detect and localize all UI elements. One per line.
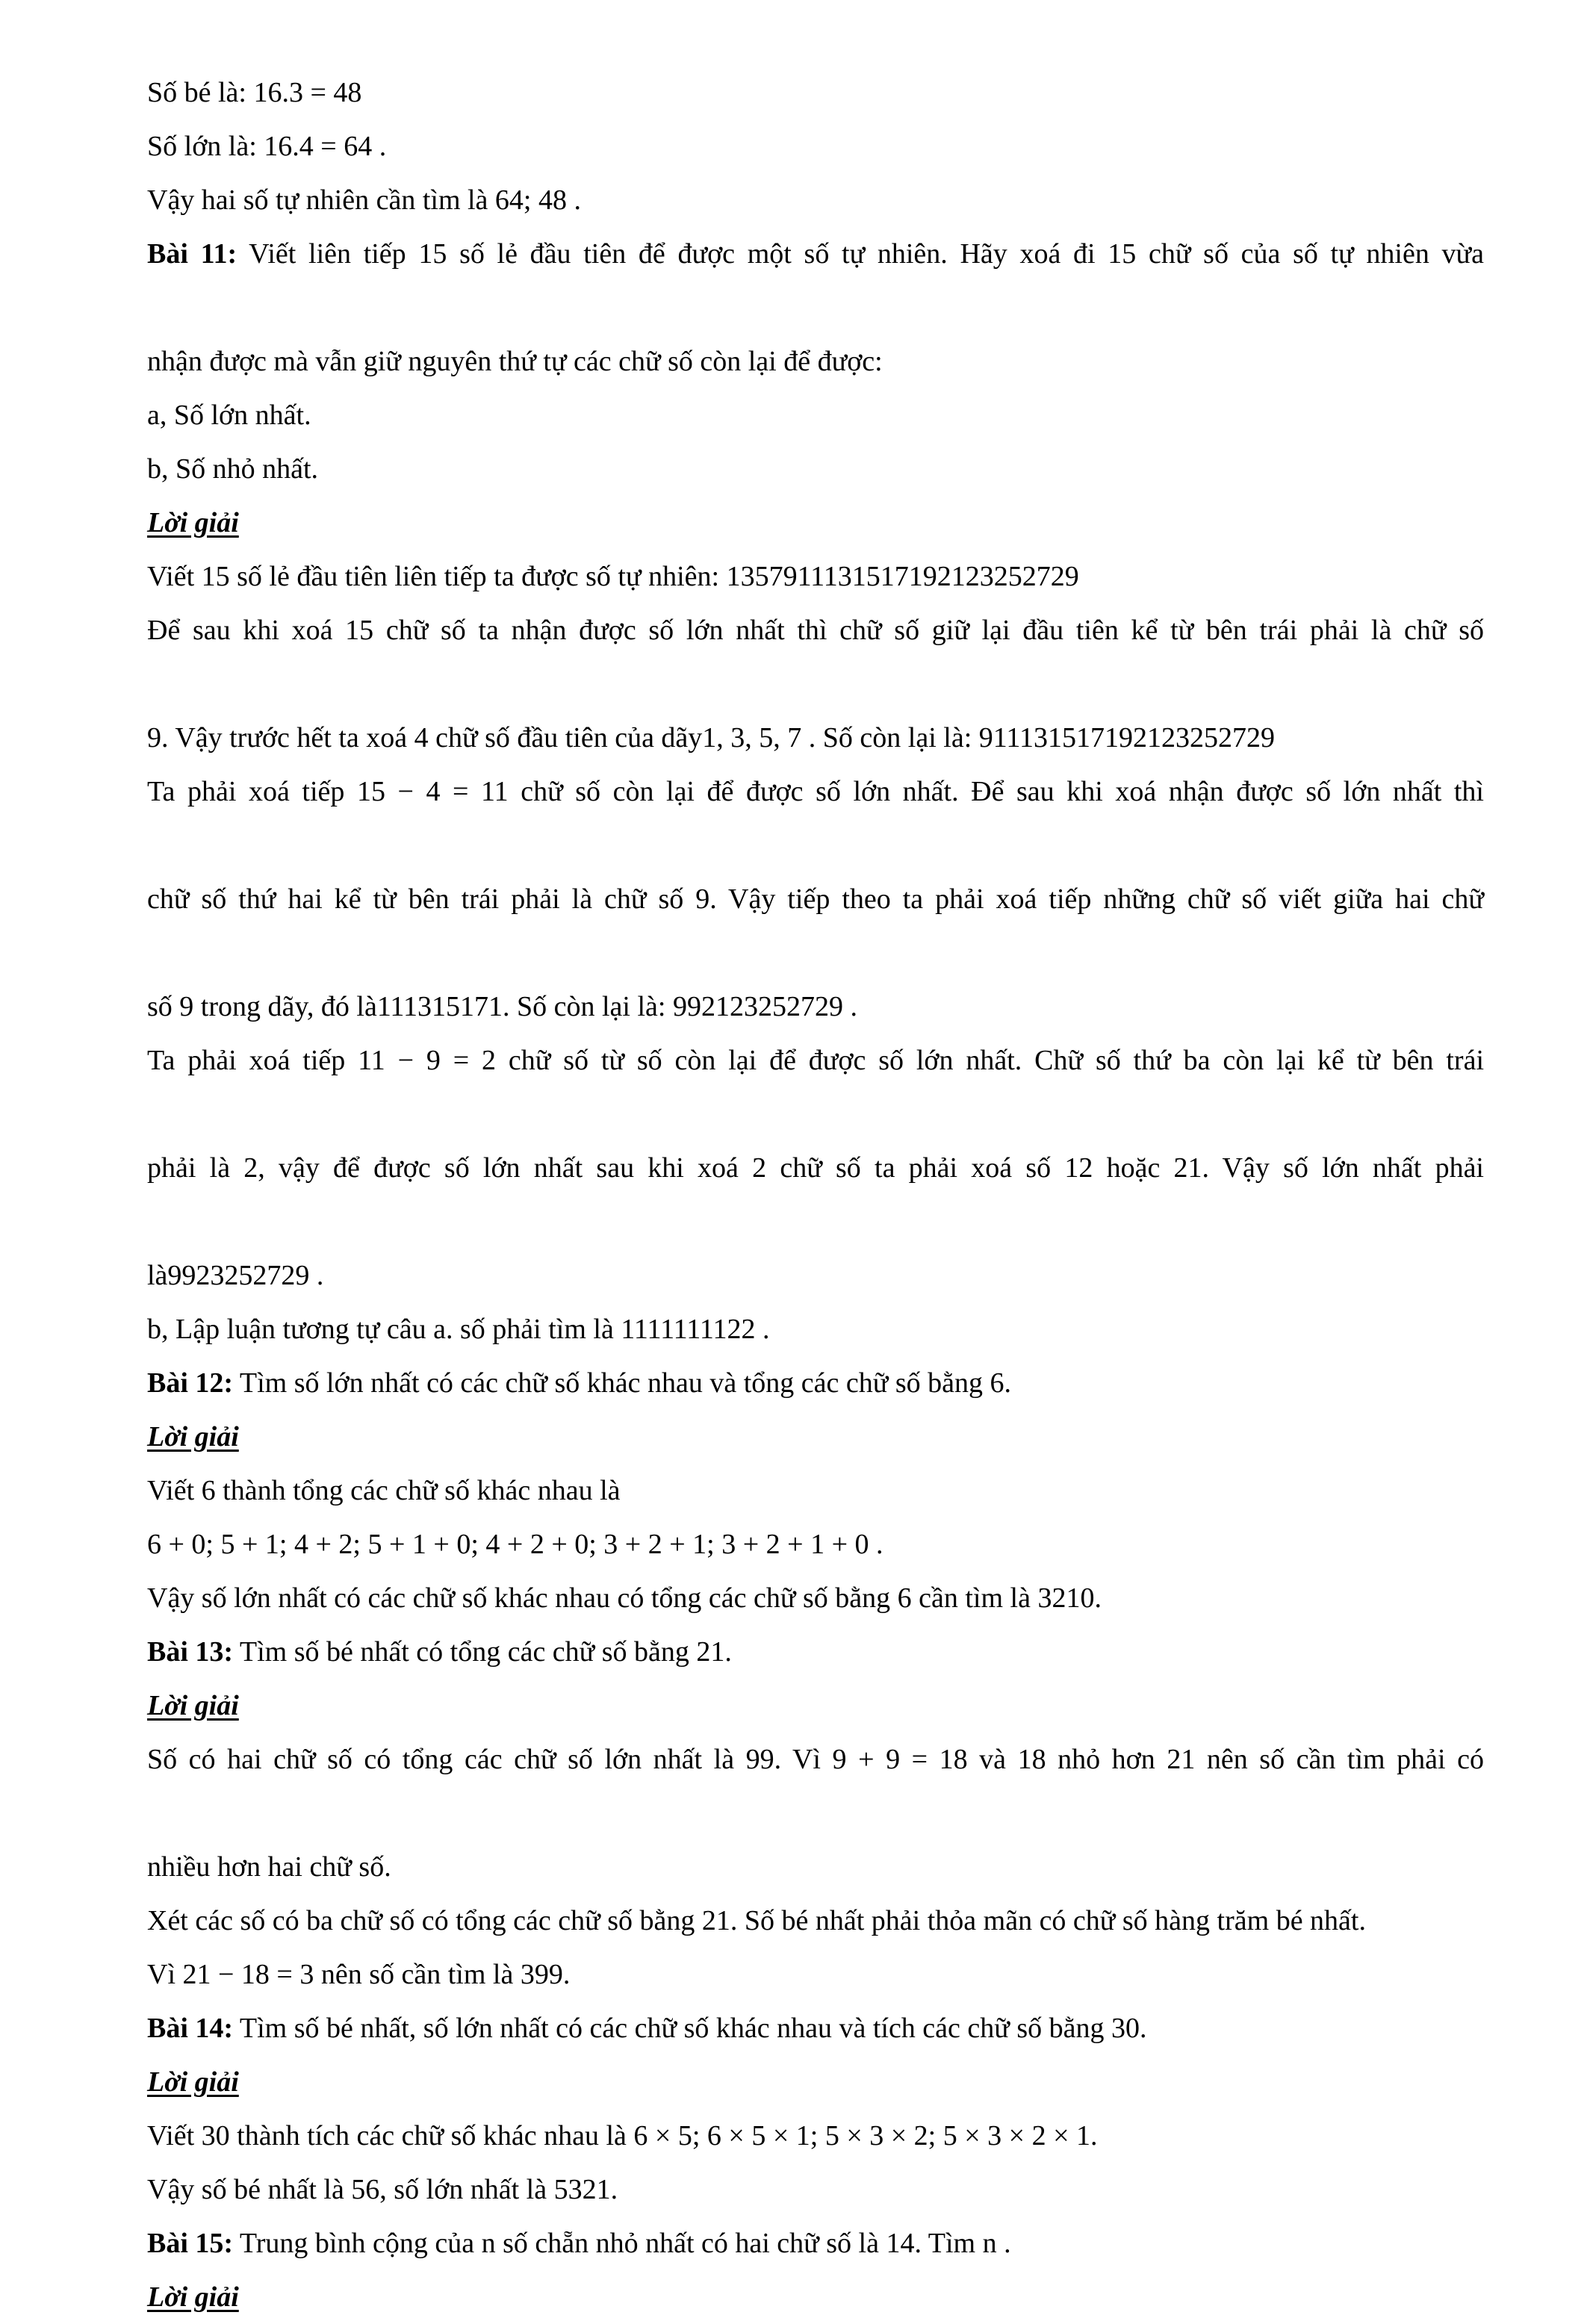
problem-12-statement [147, 1356, 1484, 1410]
solution-line: là9923252729 . [147, 1260, 324, 1291]
solution-line: chữ số thứ hai kể từ bên trái phải là chữ số 9. Vậy tiếp theo ta phải xoá tiếp những chữ số viết giữa hai chữ [147, 883, 1484, 915]
solution-heading: Lời giải [147, 2281, 239, 2313]
text-line: Số lớn là: 16.4 = 64 . [147, 131, 387, 162]
solution-line: Xét các số có ba chữ số có tổng các chữ số bằng 21. Số bé nhất phải thỏa mãn có chữ số hàng trăm bé nhất. [147, 1905, 1366, 1936]
problem-text: Tìm số bé nhất có tổng các chữ số bằng 21. [233, 1636, 732, 1668]
solution-line: b, Lập luận tương tự câu a. số phải tìm là 1111111122 . [147, 1314, 770, 1345]
problem-13-statement [147, 1625, 1484, 1679]
solution-line: Ta phải xoá tiếp 15 − 4 = 11 chữ số còn lại để được số lớn nhất. Để sau khi xoá nhận được số lớn nhất thì [147, 776, 1484, 807]
option-b: b, Số nhỏ nhất. [147, 453, 319, 485]
solution-line: Vậy số lớn nhất có các chữ số khác nhau có tổng các chữ số bằng 6 cần tìm là 3210. [147, 1582, 1102, 1614]
problem-text: Tìm số lớn nhất có các chữ số khác nhau và tổng các chữ số bằng 6. [233, 1367, 1012, 1399]
solution-line: phải là 2, vậy để được số lớn nhất sau khi xoá 2 chữ số ta phải xoá số 12 hoặc 21. Vậy số lớn nhất phải [147, 1152, 1484, 1184]
document-page [147, 66, 1484, 2324]
solution-line: nhiều hơn hai chữ số. [147, 1851, 391, 1883]
problem-15-statement [147, 2216, 1484, 2270]
solution-line: số 9 trong dãy, đó là111315171. Số còn lại là: 992123252729 . [147, 991, 857, 1022]
problem-label: Bài 12: [147, 1367, 234, 1399]
solution-line: 6 + 0; 5 + 1; 4 + 2; 5 + 1 + 0; 4 + 2 + 0; 3 + 2 + 1; 3 + 2 + 1 + 0 . [147, 1529, 883, 1560]
solution-line: 9. Vậy trước hết ta xoá 4 chữ số đầu tiên của dãy1, 3, 5, 7 . Số còn lại là: 911131517192123252729 [147, 722, 1275, 754]
problem-text: nhận được mà vẫn giữ nguyên thứ tự các chữ số còn lại để được: [147, 346, 883, 377]
solution-line: Ta phải xoá tiếp 11 − 9 = 2 chữ số từ số còn lại để được số lớn nhất. Chữ số thứ ba còn lại kể từ bên trái [147, 1045, 1484, 1076]
problem-label: Bài 14: [147, 2013, 234, 2044]
solution-line: Số có hai chữ số có tổng các chữ số lớn nhất là 99. Vì 9 + 9 = 18 và 18 nhỏ hơn 21 nên số cần tìm phải có [147, 1744, 1484, 1775]
solution-line: Viết 6 thành tổng các chữ số khác nhau là [147, 1475, 621, 1506]
problem-text: Trung bình cộng của n số chẵn nhỏ nhất có hai chữ số là 14. Tìm n . [233, 2228, 1011, 2259]
problem-label: Bài 13: [147, 1636, 234, 1668]
solution-heading: Lời giải [147, 1690, 239, 1721]
problem-label: Bài 11: [147, 238, 237, 270]
solution-heading: Lời giải [147, 1421, 239, 1452]
option-a: a, Số lớn nhất. [147, 400, 311, 431]
solution-line: Vậy số bé nhất là 56, số lớn nhất là 5321. [147, 2174, 618, 2205]
problem-14-statement [147, 2001, 1484, 2055]
solution-line: Để sau khi xoá 15 chữ số ta nhận được số lớn nhất thì chữ số giữ lại đầu tiên kể từ bên trái phải là chữ số [147, 615, 1484, 646]
problem-label: Bài 15: [147, 2228, 234, 2259]
solution-heading: Lời giải [147, 507, 239, 538]
text-line: Số bé là: 16.3 = 48 [147, 77, 362, 108]
problem-11-statement [147, 227, 1484, 335]
solution-line: Viết 15 số lẻ đầu tiên liên tiếp ta được số tự nhiên: 1357911131517192123252729 [147, 561, 1079, 592]
solution-line: Viết 30 thành tích các chữ số khác nhau là 6 × 5; 6 × 5 × 1; 5 × 3 × 2; 5 × 3 × 2 × 1. [147, 2120, 1098, 2151]
text-line: Vậy hai số tự nhiên cần tìm là 64; 48 . [147, 184, 581, 216]
problem-text: Viết liên tiếp 15 số lẻ đầu tiên để được một số tự nhiên. Hãy xoá đi 15 chữ số của số tự nhiên vừa [237, 238, 1484, 270]
solution-line: Vì 21 − 18 = 3 nên số cần tìm là 399. [147, 1959, 571, 1990]
problem-text: Tìm số bé nhất, số lớn nhất có các chữ số khác nhau và tích các chữ số bằng 30. [233, 2013, 1147, 2044]
solution-heading: Lời giải [147, 2066, 239, 2098]
